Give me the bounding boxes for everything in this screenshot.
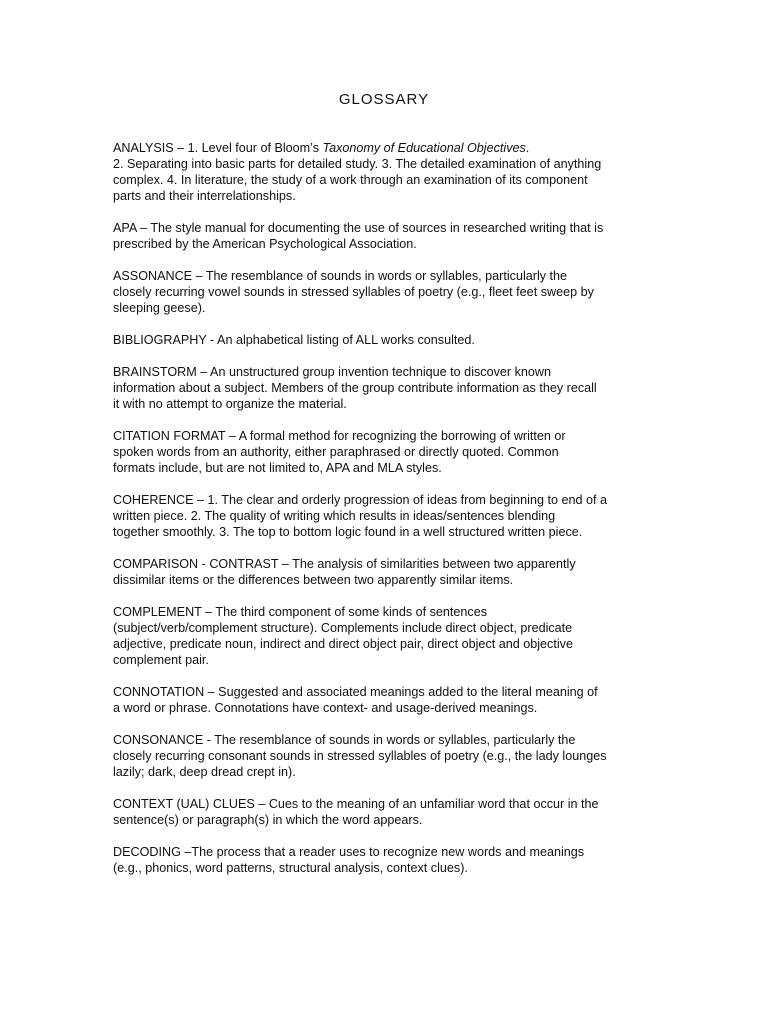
entry-line: closely recurring consonant sounds in stressed syllables of poetry (e.g., the lady lounges <box>113 749 607 763</box>
entry-line: formats include, but are not limited to, APA and MLA styles. <box>113 461 442 475</box>
entry-line: sentence(s) or paragraph(s) in which the word appears. <box>113 813 423 827</box>
glossary-entry-assonance <box>113 268 658 316</box>
entry-line: lazily; dark, deep dread crept in). <box>113 765 296 779</box>
entry-line: CONTEXT (UAL) CLUES – Cues to the meaning of an unfamiliar word that occur in the <box>113 797 599 811</box>
page-title: GLOSSARY <box>338 91 430 108</box>
entry-line: spoken words from an authority, either paraphrased or directly quoted. Common <box>113 445 559 459</box>
glossary-entry-decoding <box>113 844 658 876</box>
entry-line: 2. Separating into basic parts for detailed study. 3. The detailed examination of anything <box>113 157 602 171</box>
glossary-entry-apa <box>113 220 658 252</box>
entry-line: ASSONANCE – The resemblance of sounds in words or syllables, particularly the <box>113 269 568 283</box>
entry-line: dissimilar items or the differences between two apparently similar items. <box>113 573 514 587</box>
entry-line: prescribed by the American Psychological Association. <box>113 237 417 251</box>
glossary-entry-context-clues <box>113 796 658 828</box>
entry-line: together smoothly. 3. The top to bottom logic found in a well structured written piece. <box>113 525 583 539</box>
entry-line: BIBLIOGRAPHY - An alphabetical listing of ALL works consulted. <box>113 333 475 347</box>
glossary-entries <box>113 140 658 892</box>
entry-line: CONSONANCE - The resemblance of sounds in words or syllables, particularly the <box>113 733 576 747</box>
entry-line: parts and their interrelationships. <box>113 189 296 203</box>
entry-line: (subject/verb/complement structure). Complements include direct object, predicate <box>113 621 573 635</box>
entry-line: (e.g., phonics, word patterns, structural analysis, context clues). <box>113 861 468 875</box>
entry-line: COMPLEMENT – The third component of some kinds of sentences <box>113 605 488 619</box>
entry-text: . <box>525 141 530 155</box>
glossary-entry-brainstorm <box>113 364 658 412</box>
entry-line: it with no attempt to organize the material. <box>113 397 347 411</box>
book-title: Taxonomy of Educational Objectives <box>322 141 526 155</box>
entry-line: complement pair. <box>113 653 209 667</box>
entry-line: written piece. 2. The quality of writing which results in ideas/sentences blending <box>113 509 556 523</box>
glossary-entry-consonance <box>113 732 658 780</box>
entry-line: BRAINSTORM – An unstructured group invention technique to discover known <box>113 365 551 379</box>
entry-line: a word or phrase. Connotations have context- and usage-derived meanings. <box>113 701 538 715</box>
entry-line: DECODING –The process that a reader uses to recognize new words and meanings <box>113 845 585 859</box>
entry-line: COMPARISON - CONTRAST – The analysis of similarities between two apparently <box>113 557 576 571</box>
entry-line: adjective, predicate noun, indirect and direct object pair, direct object and objective <box>113 637 573 651</box>
entry-line: closely recurring vowel sounds in stressed syllables of poetry (e.g., fleet feet sweep by <box>113 285 594 299</box>
glossary-entry-bibliography <box>113 332 658 348</box>
entry-line: information about a subject. Members of the group contribute information as they recall <box>113 381 597 395</box>
glossary-entry-analysis <box>113 140 658 204</box>
entry-line: complex. 4. In literature, the study of a work through an examination of its component <box>113 173 588 187</box>
entry-line: APA – The style manual for documenting the use of sources in researched writing that is <box>113 221 604 235</box>
entry-line: CITATION FORMAT – A formal method for recognizing the borrowing of written or <box>113 429 566 443</box>
entry-line: COHERENCE – 1. The clear and orderly progression of ideas from beginning to end of a <box>113 493 607 507</box>
glossary-entry-citation-format <box>113 428 658 476</box>
glossary-entry-complement <box>113 604 658 668</box>
glossary-entry-comparison-contrast <box>113 556 658 588</box>
entry-text: ANALYSIS – 1. Level four of Bloom’s <box>113 141 323 155</box>
glossary-entry-connotation <box>113 684 658 716</box>
entry-line <box>113 140 658 156</box>
glossary-entry-coherence <box>113 492 658 540</box>
entry-line: CONNOTATION – Suggested and associated meanings added to the literal meaning of <box>113 685 598 699</box>
entry-line: sleeping geese). <box>113 301 206 315</box>
